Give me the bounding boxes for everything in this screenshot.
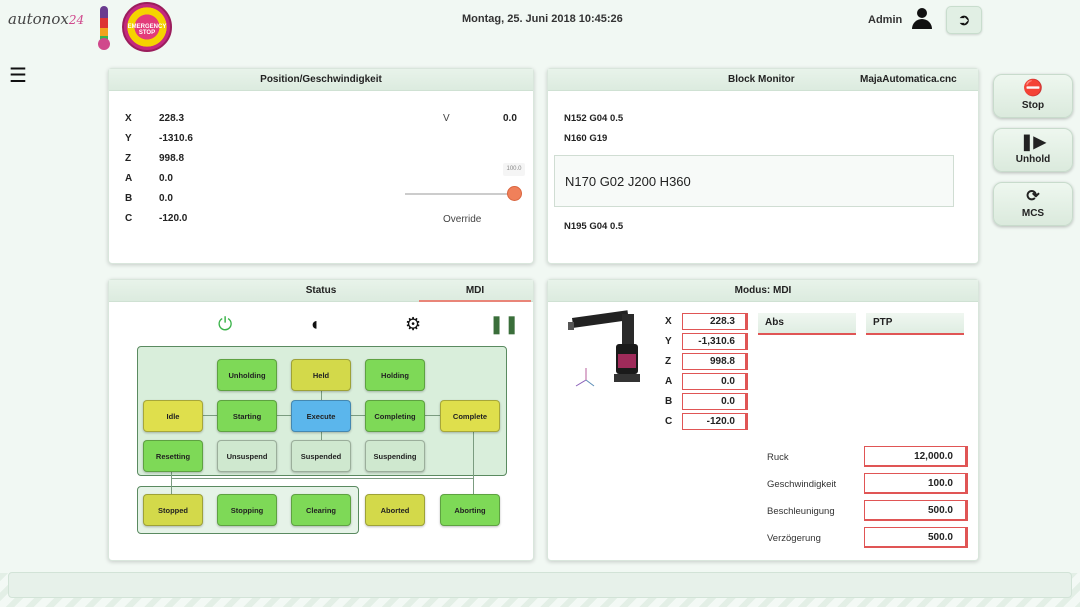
user-icon[interactable] [910, 8, 934, 30]
param-field-verzoegerung[interactable]: 500.0 [864, 527, 968, 548]
state-suspending: Suspending [365, 440, 425, 472]
param-field-ruck[interactable]: 12,000.0 [864, 446, 968, 467]
override-slider-thumb[interactable] [507, 186, 522, 201]
param-label-ruck: Ruck [767, 452, 789, 463]
state-clearing: Clearing [291, 494, 351, 526]
axis-value: -120.0 [159, 213, 188, 224]
param-field-geschwindigkeit[interactable]: 100.0 [864, 473, 968, 494]
logout-button[interactable] [946, 6, 982, 34]
block-monitor-file: MajaAutomatica.cnc [860, 74, 957, 85]
modus-axis-value-a[interactable]: 0.0 [682, 373, 748, 390]
abs-mode-button[interactable]: Abs [758, 313, 856, 335]
ptp-mode-button[interactable]: PTP [866, 313, 964, 335]
velocity-label: V [443, 113, 450, 124]
hamburger-menu-icon[interactable]: ☰ [9, 65, 27, 87]
play-icon: ❚▶ [1020, 134, 1046, 151]
modus-axis-value-c[interactable]: -120.0 [682, 413, 748, 430]
axis-value: 0.0 [159, 173, 173, 184]
velocity-value: 0.0 [503, 113, 517, 124]
stop-button-label: Stop [1021, 100, 1045, 111]
state-aborting: Aborting [440, 494, 500, 526]
unhold-button[interactable] [993, 128, 1073, 172]
datetime: Montag, 25. Juni 2018 10:45:26 [462, 13, 623, 25]
tab-mdi[interactable]: MDI [419, 280, 531, 302]
state-execute: Execute [291, 400, 351, 432]
state-aborted: Aborted [365, 494, 425, 526]
state-stopping: Stopping [217, 494, 277, 526]
modus-axis-value-z[interactable]: 998.8 [682, 353, 748, 370]
block-monitor-title: Block Monitor [728, 74, 795, 85]
block-current-line: N170 G02 J200 H360 [554, 155, 954, 207]
state-stopped: Stopped [143, 494, 203, 526]
axis-label: B [125, 193, 133, 204]
axis-label: Z [125, 153, 132, 164]
block-monitor-panel [547, 68, 979, 264]
state-indicator-icon[interactable]: ◖ [309, 314, 320, 334]
modus-axis-value-y[interactable]: -1,310.6 [682, 333, 748, 350]
axis-label: Y [125, 133, 132, 144]
modus-panel [547, 279, 979, 561]
override-slider-track[interactable] [405, 193, 515, 195]
emergency-stop-label: EMERGENCY STOP [127, 24, 167, 36]
status-thermometer-icon [100, 6, 108, 46]
modus-axis-label-y: Y [665, 336, 672, 347]
logo-text: autonox [8, 10, 69, 28]
modus-axis-value-x[interactable]: 228.3 [682, 313, 748, 330]
axis-label: C [125, 213, 133, 224]
state-holding: Holding [365, 359, 425, 391]
state-completing: Completing [365, 400, 425, 432]
position-panel [108, 68, 534, 264]
state-unsuspend: Unsuspend [217, 440, 277, 472]
state-unholding: Unholding [217, 359, 277, 391]
state-suspended: Suspended [291, 440, 351, 472]
modus-panel-title: Modus: MDI [548, 280, 978, 302]
logo [8, 10, 84, 28]
modus-axis-label-b: B [665, 396, 673, 407]
mcs-button[interactable] [993, 182, 1073, 226]
modus-axis-value-b[interactable]: 0.0 [682, 393, 748, 410]
override-label: Override [443, 214, 482, 225]
axis-value: 998.8 [159, 153, 185, 164]
connector [171, 478, 473, 479]
override-value-bubble: 100.0 [503, 163, 525, 176]
position-panel-title: Position/Geschwindigkeit [109, 69, 533, 91]
state-complete: Complete [440, 400, 500, 432]
axis-value: 228.3 [159, 113, 185, 124]
mcs-button-label: MCS [1021, 208, 1045, 219]
axis-label: X [125, 113, 132, 124]
stop-icon: ⛔ [1023, 80, 1043, 97]
axis-value: -1310.6 [159, 133, 193, 144]
gear-icon[interactable]: ⚙ [405, 314, 422, 334]
connector [171, 472, 172, 494]
status-panel [108, 279, 534, 561]
block-line: N195 G04 0.5 [564, 221, 624, 232]
axis-value: 0.0 [159, 193, 173, 204]
emergency-stop-button[interactable] [122, 2, 172, 52]
tab-status[interactable]: Status [305, 285, 337, 296]
param-label-verzoegerung: Verzögerung [767, 533, 821, 544]
mcs-icon: ⟳ [1026, 188, 1040, 205]
block-line: N152 G04 0.5 [564, 113, 624, 124]
stop-button[interactable] [993, 74, 1073, 118]
param-label-geschwindigkeit: Geschwindigkeit [767, 479, 837, 490]
pause-icon[interactable]: ❚❚ [489, 314, 520, 334]
modus-axis-label-a: A [665, 376, 673, 387]
user-name: Admin [868, 14, 903, 26]
state-held: Held [291, 359, 351, 391]
robot-arm-image [566, 310, 656, 392]
header [0, 0, 1080, 56]
modus-axis-label-c: C [665, 416, 673, 427]
block-monitor-header [548, 69, 978, 91]
logout-icon: ➲ [957, 12, 971, 29]
axis-label: A [125, 173, 133, 184]
unhold-button-label: Unhold [1015, 154, 1051, 165]
modus-axis-label-x: X [665, 316, 672, 327]
param-label-beschleunigung: Beschleunigung [767, 506, 835, 517]
state-starting: Starting [217, 400, 277, 432]
modus-axis-label-z: Z [665, 356, 672, 367]
state-idle: Idle [143, 400, 203, 432]
state-resetting: Resetting [143, 440, 203, 472]
param-field-beschleunigung[interactable]: 500.0 [864, 500, 968, 521]
power-icon[interactable]: ⏻ [218, 314, 233, 334]
block-line: N160 G19 [564, 133, 608, 144]
logo-number: 24 [68, 13, 85, 27]
bottom-status-bar [8, 572, 1072, 598]
